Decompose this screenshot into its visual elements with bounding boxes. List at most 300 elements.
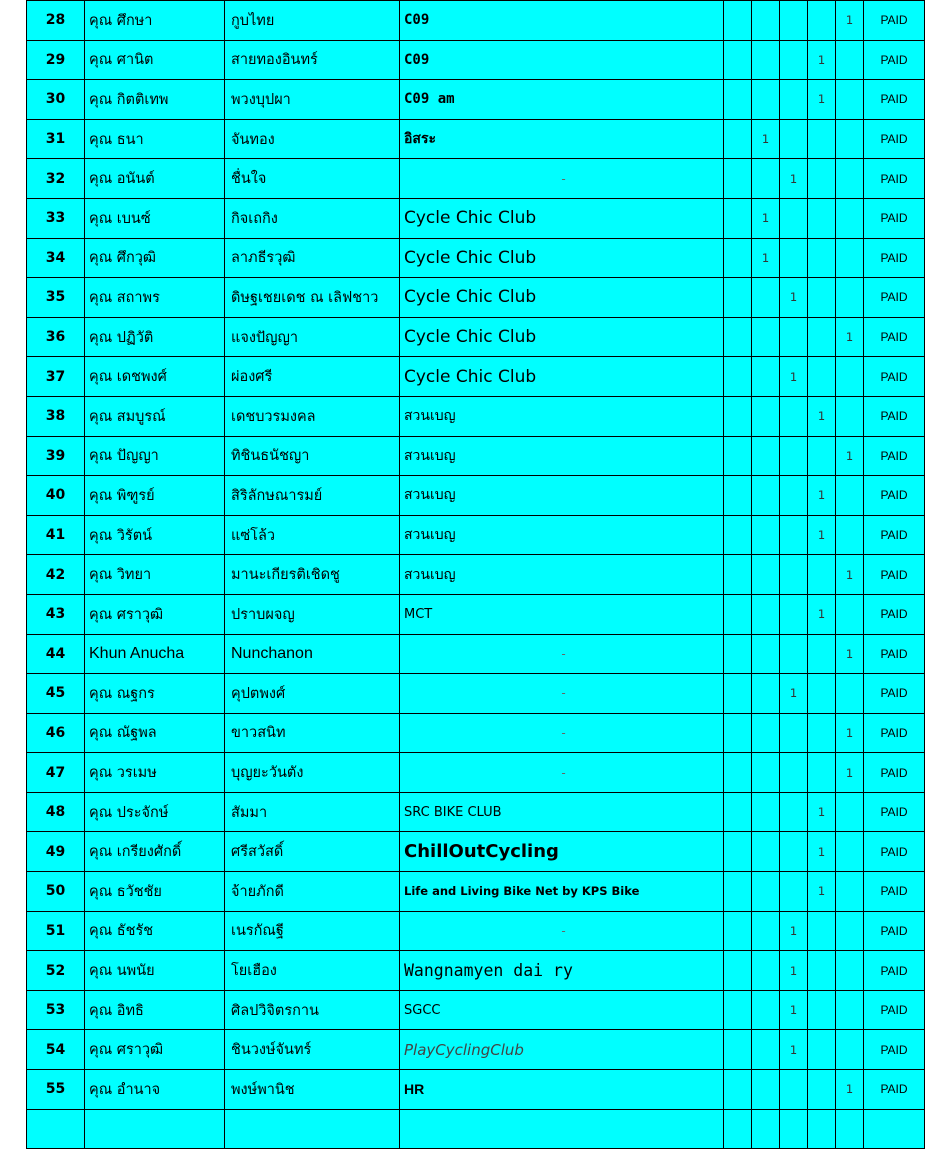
payment-status: PAID — [864, 634, 925, 674]
count-cell-2 — [752, 1070, 780, 1110]
count-cell-1 — [724, 990, 752, 1030]
club-name: Cycle Chic Club — [400, 278, 724, 318]
payment-status: PAID — [864, 1030, 925, 1070]
cell-blank — [27, 1109, 85, 1149]
count-cell-5 — [836, 396, 864, 436]
first-name: คุณ ปฏิวัติ — [85, 317, 225, 357]
first-name: คุณ ประจักษ์ — [85, 792, 225, 832]
first-name: คุณ อิทธิ — [85, 990, 225, 1030]
first-name: คุณ ศราวุฒิ — [85, 594, 225, 634]
count-cell-2 — [752, 753, 780, 793]
cell-blank — [780, 1109, 808, 1149]
table-row — [27, 911, 925, 951]
club-name: Cycle Chic Club — [400, 317, 724, 357]
last-name: แซ่โล้ว — [225, 515, 400, 555]
club-name: C09 — [400, 40, 724, 80]
club-name: สวนเบญ — [400, 396, 724, 436]
registration-sheet — [26, 0, 924, 1149]
count-cell-2 — [752, 872, 780, 912]
cell-blank — [85, 1109, 225, 1149]
count-cell-3 — [780, 1070, 808, 1110]
first-name: คุณ เดชพงศ์ — [85, 357, 225, 397]
table-row — [27, 753, 925, 793]
count-cell-5 — [836, 990, 864, 1030]
first-name: คุณ สถาพร — [85, 278, 225, 318]
club-name: - — [400, 713, 724, 753]
table-row — [27, 555, 925, 595]
count-cell-3: 1 — [780, 1030, 808, 1070]
row-number: 53 — [27, 990, 85, 1030]
count-cell-3 — [780, 1, 808, 41]
count-cell-4: 1 — [808, 396, 836, 436]
count-cell-4 — [808, 1070, 836, 1110]
payment-status: PAID — [864, 1, 925, 41]
row-number: 44 — [27, 634, 85, 674]
payment-status: PAID — [864, 40, 925, 80]
last-name: เดชบวรมงคล — [225, 396, 400, 436]
table-row — [27, 357, 925, 397]
count-cell-5 — [836, 515, 864, 555]
club-name: สวนเบญ — [400, 476, 724, 516]
count-cell-1 — [724, 317, 752, 357]
count-cell-3 — [780, 119, 808, 159]
club-name: - — [400, 159, 724, 199]
count-cell-1 — [724, 1030, 752, 1070]
club-name: อิสระ — [400, 119, 724, 159]
payment-status: PAID — [864, 951, 925, 991]
count-cell-3: 1 — [780, 357, 808, 397]
table-row — [27, 198, 925, 238]
count-cell-3 — [780, 792, 808, 832]
last-name: บุญยะวันตัง — [225, 753, 400, 793]
table-row — [27, 713, 925, 753]
count-cell-3 — [780, 436, 808, 476]
last-name: ศรีสวัสดิ์ — [225, 832, 400, 872]
table-row — [27, 40, 925, 80]
count-cell-4 — [808, 951, 836, 991]
count-cell-2 — [752, 594, 780, 634]
count-cell-1 — [724, 674, 752, 714]
first-name: คุณ วรเมษ — [85, 753, 225, 793]
count-cell-3: 1 — [780, 159, 808, 199]
count-cell-2 — [752, 911, 780, 951]
first-name: คุณ ศานิต — [85, 40, 225, 80]
row-number: 54 — [27, 1030, 85, 1070]
table-row — [27, 1, 925, 41]
payment-status: PAID — [864, 357, 925, 397]
row-number: 42 — [27, 555, 85, 595]
club-name: SRC BIKE CLUB — [400, 792, 724, 832]
count-cell-5: 1 — [836, 555, 864, 595]
row-number: 28 — [27, 1, 85, 41]
payment-status: PAID — [864, 1070, 925, 1110]
count-cell-1 — [724, 159, 752, 199]
count-cell-2 — [752, 80, 780, 120]
last-name: แจงปัญญา — [225, 317, 400, 357]
count-cell-5: 1 — [836, 1, 864, 41]
table-row — [27, 278, 925, 318]
count-cell-2 — [752, 357, 780, 397]
count-cell-2 — [752, 396, 780, 436]
last-name: Nunchanon — [225, 634, 400, 674]
first-name: คุณ ศราวุฒิ — [85, 1030, 225, 1070]
payment-status: PAID — [864, 476, 925, 516]
first-name: คุณ อำนาจ — [85, 1070, 225, 1110]
count-cell-3 — [780, 317, 808, 357]
count-cell-5 — [836, 198, 864, 238]
table-row — [27, 990, 925, 1030]
count-cell-4 — [808, 159, 836, 199]
cell-blank — [836, 1109, 864, 1149]
count-cell-4: 1 — [808, 792, 836, 832]
count-cell-4 — [808, 753, 836, 793]
cell-blank — [864, 1109, 925, 1149]
count-cell-5 — [836, 594, 864, 634]
last-name: ดิษฐเชยเดช ณ เลิฟชาว — [225, 278, 400, 318]
count-cell-1 — [724, 119, 752, 159]
count-cell-4 — [808, 119, 836, 159]
count-cell-4 — [808, 555, 836, 595]
first-name: คุณ ธวัชชัย — [85, 872, 225, 912]
count-cell-4 — [808, 634, 836, 674]
club-name: - — [400, 674, 724, 714]
row-number: 33 — [27, 198, 85, 238]
payment-status: PAID — [864, 159, 925, 199]
last-name: จันทอง — [225, 119, 400, 159]
first-name: คุณ วิรัตน์ — [85, 515, 225, 555]
table-row — [27, 634, 925, 674]
count-cell-1 — [724, 80, 752, 120]
club-name: Cycle Chic Club — [400, 357, 724, 397]
count-cell-5 — [836, 119, 864, 159]
count-cell-4 — [808, 911, 836, 951]
count-cell-3 — [780, 238, 808, 278]
row-number: 35 — [27, 278, 85, 318]
club-name: ChillOutCycling — [400, 832, 724, 872]
club-name: สวนเบญ — [400, 555, 724, 595]
count-cell-5 — [836, 911, 864, 951]
table-row — [27, 159, 925, 199]
last-name: สัมมา — [225, 792, 400, 832]
club-name: Life and Living Bike Net by KPS Bike — [400, 872, 724, 912]
last-name: เนรกัณฐี — [225, 911, 400, 951]
count-cell-2 — [752, 990, 780, 1030]
cell-blank — [752, 1109, 780, 1149]
first-name: Khun Anucha — [85, 634, 225, 674]
payment-status: PAID — [864, 911, 925, 951]
count-cell-5: 1 — [836, 713, 864, 753]
table-row — [27, 1030, 925, 1070]
count-cell-5 — [836, 951, 864, 991]
count-cell-3 — [780, 198, 808, 238]
first-name: คุณ ศึกษา — [85, 1, 225, 41]
last-name: สิริลักษณารมย์ — [225, 476, 400, 516]
row-number: 29 — [27, 40, 85, 80]
count-cell-2: 1 — [752, 119, 780, 159]
count-cell-1 — [724, 911, 752, 951]
club-name: C09 am — [400, 80, 724, 120]
count-cell-2 — [752, 317, 780, 357]
count-cell-1 — [724, 832, 752, 872]
count-cell-4: 1 — [808, 80, 836, 120]
payment-status: PAID — [864, 396, 925, 436]
payment-status: PAID — [864, 317, 925, 357]
row-number: 39 — [27, 436, 85, 476]
count-cell-1 — [724, 515, 752, 555]
first-name: คุณ ณัฐพล — [85, 713, 225, 753]
table-body — [27, 1, 925, 1110]
count-cell-4 — [808, 357, 836, 397]
count-cell-1 — [724, 278, 752, 318]
count-cell-4 — [808, 990, 836, 1030]
row-number: 49 — [27, 832, 85, 872]
count-cell-1 — [724, 713, 752, 753]
table-row — [27, 436, 925, 476]
table-row — [27, 317, 925, 357]
row-number: 30 — [27, 80, 85, 120]
count-cell-2: 1 — [752, 198, 780, 238]
first-name: คุณ ธัชรัช — [85, 911, 225, 951]
count-cell-5 — [836, 674, 864, 714]
first-name: คุณ สมบูรณ์ — [85, 396, 225, 436]
row-number: 46 — [27, 713, 85, 753]
registration-table — [26, 0, 925, 1149]
table-row — [27, 951, 925, 991]
row-number: 45 — [27, 674, 85, 714]
count-cell-4: 1 — [808, 594, 836, 634]
first-name: คุณ นพนัย — [85, 951, 225, 991]
payment-status: PAID — [864, 515, 925, 555]
last-name: คุปตพงศ์ — [225, 674, 400, 714]
count-cell-1 — [724, 1070, 752, 1110]
count-cell-5 — [836, 238, 864, 278]
count-cell-1 — [724, 40, 752, 80]
last-name: ชินวงษ์จันทร์ — [225, 1030, 400, 1070]
count-cell-3 — [780, 753, 808, 793]
count-cell-1 — [724, 872, 752, 912]
count-cell-4: 1 — [808, 832, 836, 872]
last-name: กูบไทย — [225, 1, 400, 41]
count-cell-5: 1 — [836, 753, 864, 793]
first-name: คุณ อนันต์ — [85, 159, 225, 199]
row-number: 38 — [27, 396, 85, 436]
row-number: 47 — [27, 753, 85, 793]
count-cell-2 — [752, 1030, 780, 1070]
row-number: 41 — [27, 515, 85, 555]
row-number: 37 — [27, 357, 85, 397]
count-cell-2 — [752, 278, 780, 318]
first-name: คุณ ธนา — [85, 119, 225, 159]
count-cell-2 — [752, 1, 780, 41]
last-name: จ้ายภักดี — [225, 872, 400, 912]
row-number: 31 — [27, 119, 85, 159]
cell-blank — [400, 1109, 724, 1149]
count-cell-1 — [724, 792, 752, 832]
count-cell-4 — [808, 238, 836, 278]
row-number: 55 — [27, 1070, 85, 1110]
payment-status: PAID — [864, 80, 925, 120]
table-body-tail — [27, 1109, 925, 1149]
count-cell-5 — [836, 159, 864, 199]
club-name: HR — [400, 1070, 724, 1110]
first-name: คุณ พิฑูรย์ — [85, 476, 225, 516]
club-name: C09 — [400, 1, 724, 41]
count-cell-5 — [836, 357, 864, 397]
last-name: โยเฮือง — [225, 951, 400, 991]
count-cell-5 — [836, 792, 864, 832]
count-cell-5 — [836, 40, 864, 80]
payment-status: PAID — [864, 278, 925, 318]
count-cell-3: 1 — [780, 911, 808, 951]
last-name: พวงบุปผา — [225, 80, 400, 120]
row-number: 36 — [27, 317, 85, 357]
first-name: คุณ กิตติเทพ — [85, 80, 225, 120]
cell-blank — [808, 1109, 836, 1149]
count-cell-4 — [808, 436, 836, 476]
count-cell-5 — [836, 476, 864, 516]
payment-status: PAID — [864, 674, 925, 714]
count-cell-1 — [724, 198, 752, 238]
count-cell-2 — [752, 476, 780, 516]
count-cell-3 — [780, 634, 808, 674]
count-cell-4 — [808, 317, 836, 357]
count-cell-2 — [752, 515, 780, 555]
payment-status: PAID — [864, 753, 925, 793]
count-cell-4 — [808, 1030, 836, 1070]
count-cell-1 — [724, 396, 752, 436]
count-cell-2 — [752, 713, 780, 753]
payment-status: PAID — [864, 990, 925, 1030]
count-cell-2 — [752, 792, 780, 832]
count-cell-1 — [724, 951, 752, 991]
count-cell-4 — [808, 674, 836, 714]
count-cell-4 — [808, 278, 836, 318]
payment-status: PAID — [864, 832, 925, 872]
count-cell-1 — [724, 555, 752, 595]
table-row — [27, 674, 925, 714]
count-cell-4 — [808, 1, 836, 41]
first-name: คุณ ปัญญา — [85, 436, 225, 476]
last-name: ทิชินธนัชญา — [225, 436, 400, 476]
count-cell-3 — [780, 713, 808, 753]
last-name: ชื่นใจ — [225, 159, 400, 199]
club-name: SGCC — [400, 990, 724, 1030]
count-cell-3 — [780, 396, 808, 436]
payment-status: PAID — [864, 594, 925, 634]
count-cell-5: 1 — [836, 634, 864, 674]
club-name: Cycle Chic Club — [400, 198, 724, 238]
row-number: 34 — [27, 238, 85, 278]
last-name: มานะเกียรติเชิดชู — [225, 555, 400, 595]
count-cell-1 — [724, 357, 752, 397]
count-cell-2 — [752, 159, 780, 199]
table-row — [27, 1070, 925, 1110]
club-name: - — [400, 911, 724, 951]
count-cell-2 — [752, 436, 780, 476]
club-name: Cycle Chic Club — [400, 238, 724, 278]
club-name: Wangnamyen dai ry — [400, 951, 724, 991]
count-cell-3 — [780, 476, 808, 516]
payment-status: PAID — [864, 198, 925, 238]
cell-blank — [724, 1109, 752, 1149]
count-cell-3 — [780, 832, 808, 872]
first-name: คุณ เบนซ์ — [85, 198, 225, 238]
table-row — [27, 792, 925, 832]
count-cell-5 — [836, 1030, 864, 1070]
count-cell-4: 1 — [808, 515, 836, 555]
count-cell-2 — [752, 951, 780, 991]
last-name: ปราบผจญ — [225, 594, 400, 634]
last-name: กิจเถกิง — [225, 198, 400, 238]
last-name: ลาภธีรวุฒิ — [225, 238, 400, 278]
count-cell-3 — [780, 594, 808, 634]
club-name: - — [400, 634, 724, 674]
count-cell-2 — [752, 634, 780, 674]
last-name: ศิลปวิจิตรกาน — [225, 990, 400, 1030]
count-cell-2 — [752, 40, 780, 80]
count-cell-3: 1 — [780, 278, 808, 318]
count-cell-1 — [724, 238, 752, 278]
count-cell-1 — [724, 753, 752, 793]
table-row — [27, 396, 925, 436]
table-row — [27, 594, 925, 634]
count-cell-1 — [724, 436, 752, 476]
row-number: 51 — [27, 911, 85, 951]
count-cell-3 — [780, 40, 808, 80]
table-row — [27, 832, 925, 872]
count-cell-2 — [752, 832, 780, 872]
club-name: สวนเบญ — [400, 515, 724, 555]
table-row — [27, 119, 925, 159]
count-cell-1 — [724, 594, 752, 634]
count-cell-4 — [808, 713, 836, 753]
count-cell-3 — [780, 80, 808, 120]
count-cell-4 — [808, 198, 836, 238]
row-number: 52 — [27, 951, 85, 991]
last-name: ขาวสนิท — [225, 713, 400, 753]
count-cell-1 — [724, 634, 752, 674]
row-number: 43 — [27, 594, 85, 634]
last-name: ผ่องศรี — [225, 357, 400, 397]
last-name: พงษ์พานิช — [225, 1070, 400, 1110]
count-cell-5 — [836, 278, 864, 318]
table-row — [27, 872, 925, 912]
count-cell-1 — [724, 1, 752, 41]
club-name: สวนเบญ — [400, 436, 724, 476]
count-cell-4: 1 — [808, 872, 836, 912]
count-cell-5: 1 — [836, 317, 864, 357]
count-cell-5 — [836, 872, 864, 912]
club-name: MCT — [400, 594, 724, 634]
table-row — [27, 476, 925, 516]
payment-status: PAID — [864, 119, 925, 159]
payment-status: PAID — [864, 792, 925, 832]
count-cell-3: 1 — [780, 990, 808, 1030]
first-name: คุณ วิทยา — [85, 555, 225, 595]
club-name: PlayCyclingClub — [400, 1030, 724, 1070]
row-number: 40 — [27, 476, 85, 516]
row-number: 50 — [27, 872, 85, 912]
count-cell-5 — [836, 80, 864, 120]
payment-status: PAID — [864, 713, 925, 753]
table-row-partial — [27, 1109, 925, 1149]
payment-status: PAID — [864, 238, 925, 278]
table-row — [27, 515, 925, 555]
payment-status: PAID — [864, 872, 925, 912]
table-row — [27, 80, 925, 120]
count-cell-4: 1 — [808, 476, 836, 516]
count-cell-3 — [780, 515, 808, 555]
